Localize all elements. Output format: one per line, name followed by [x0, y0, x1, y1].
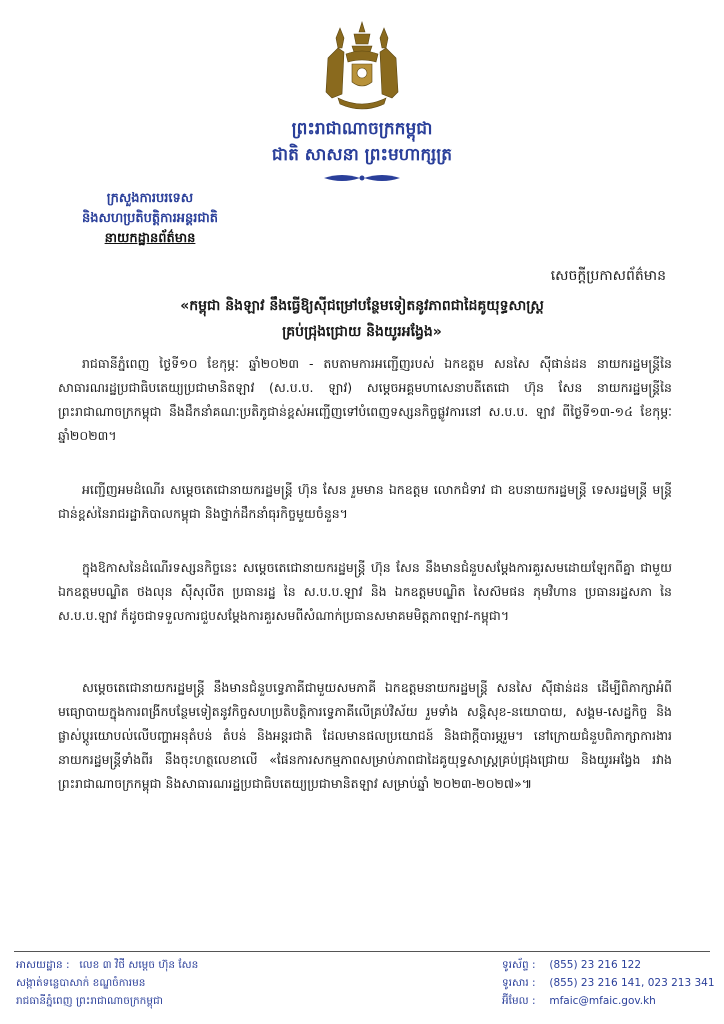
telephone-label: ទូរស័ព្ទ : [502, 959, 536, 971]
fax-value: (855) 23 216 141, 023 213 341 [549, 977, 715, 989]
national-motto: ជាតិ សាសនា ព្រះមហាក្សត្រ [271, 145, 453, 165]
department-name: នាយកដ្ឋានព័ត៌មាន [104, 231, 196, 246]
paragraph-3: ក្នុងឱកាសនៃដំណើរទស្សនកិច្ចនេះ សម្តេចតេជោនាយករដ្ឋមន្ត្រី ហ៊ុន សែន នឹងមានជំនួបសម្តែងការគួរសមដោយឡែកពីគ្នា ជាមួយ ឯកឧត្តមបណ្ឌិត ថងលុន ស៊ីសុលីត ប្រធានរដ្ឋ នៃ ស.ប.ប.ឡាវ និង ឯកឧត្តមបណ្ឌិត សៃស៊មផន ភុមវិហាន ប្រធានរដ្ឋសភា នៃ ស.ប.ប.ឡាវ ក៏ដូចជាទទួលការជួបសម្តែងការគួរសមពីសំណាក់ប្រធានសមាគមមិត្តភាពឡាវ-កម្ពុជា។ [58, 560, 672, 623]
fax-label: ទូរសារ : [502, 977, 536, 989]
royal-coat-of-arms-icon [318, 18, 406, 112]
document-type: សេចក្តីប្រកាសព័ត៌មាន [550, 268, 666, 284]
ministry-name-line1: ក្រសួងការបរទេស [106, 191, 194, 206]
footer-email [502, 992, 656, 1010]
email-value: mfaic@mfaic.gov.kh [549, 995, 656, 1007]
footer-fax [502, 974, 715, 992]
paragraph-1: រាជធានីភ្នំពេញ ថ្ងៃទី១០ ខែកុម្ភៈ ឆ្នាំ២០២៣ - តបតាមការអញ្ជើញរបស់ ឯកឧត្តម សនសៃ ស៊ីផាន់ដន នាយករដ្ឋមន្ត្រីនៃសាធារណរដ្ឋប្រជាធិបតេយ្យប្រជាមានិតឡាវ (ស.ប.ប. ឡាវ) សម្តេចអគ្គមហាសេនាបតីតេជោ ហ៊ុន សែន នាយករដ្ឋមន្ត្រីនៃព្រះរាជាណាចក្រកម្ពុជា នឹងដឹកនាំគណៈប្រតិភូជាន់ខ្ពស់អញ្ជើញទៅបំពេញទស្សនកិច្ចផ្លូវការនៅ ស.ប.ប. ឡាវ ពីថ្ងៃទី១៣-១៤ ខែកុម្ភៈ ឆ្នាំ២០២៣។ [58, 356, 672, 443]
decorative-divider-icon [322, 172, 402, 184]
paragraph-2: អញ្ជើញអមដំណើរ សម្តេចតេជោនាយករដ្ឋមន្ត្រី ហ៊ុន សែន រួមមាន ឯកឧត្តម លោកជំទាវ ជា ឧបនាយករដ្ឋមន្ត្រី ទេសរដ្ឋមន្ត្រី មន្ត្រីជាន់ខ្ពស់នៃរាជរដ្ឋាភិបាលកម្ពុជា និងថ្នាក់ដឹកនាំធុរកិច្ចមួយចំនួន។ [58, 482, 672, 521]
document-title-line2: គ្រប់ជ្រុងជ្រោយ និងយូរអង្វែង» [282, 324, 442, 340]
footer-address [16, 956, 198, 974]
address-value: លេខ ៣ វិថី សម្តេច ហ៊ុន សែន [79, 959, 199, 971]
footer-telephone [502, 956, 641, 974]
footer-address-line3: រាជធានីភ្នំពេញ ព្រះរាជាណាចក្រកម្ពុជា [16, 995, 163, 1007]
paragraph-4: សម្តេចតេជោនាយករដ្ឋមន្ត្រី នឹងមានជំនួបទ្វេភាគីជាមួយសមភាគី ឯកឧត្តមនាយករដ្ឋមន្ត្រី សនសៃ ស៊ីផាន់ដន ដើម្បីពិភាក្សាអំពីមធ្យោបាយក្នុងការពង្រីកបន្ថែមទៀតនូវកិច្ចសហប្រតិបត្តិការទ្វេភាគីលើគ្រប់វិស័យ រួមទាំង សន្តិសុខ-នយោបាយ, សង្គម-សេដ្ឋកិច្ច និងផ្លាស់ប្តូរយោបល់លើបញ្ហាអនុតំបន់ តំបន់ និងអន្តរជាតិ ដែលមានផលប្រយោជន៍ និងជាក្តីបារម្ភរួម។ នៅក្រោយជំនួបពិភាក្សាការងារ នាយករដ្ឋមន្ត្រីទាំងពីរ នឹងចុះហត្ថលេខាលើ «ផែនការសកម្មភាពសម្រាប់ភាពជាដៃគូយុទ្ធសាស្ត្រគ្រប់ជ្រុងជ្រោយ និងយូរអង្វែង រវាងព្រះរាជាណាចក្រកម្ពុជា និងសាធារណរដ្ឋប្រជាធិបតេយ្យប្រជាមានិតឡាវ សម្រាប់ឆ្នាំ ២០២៣-២០២៧»៕ [58, 680, 672, 791]
document-title-line1: «កម្ពុជា និងឡាវ នឹងធ្វើឱ្យស៊ីជម្រៅបន្ថែមទៀតនូវភាពជាដៃគូយុទ្ធសាស្ត្រ [180, 298, 544, 314]
address-label: អាសយដ្ឋាន : [16, 959, 70, 971]
ministry-name-line2: និងសហប្រតិបត្តិការអន្តរជាតិ [82, 211, 218, 226]
telephone-value: (855) 23 216 122 [549, 959, 642, 971]
footer-divider [14, 951, 710, 952]
email-label: អ៊ីមែល : [502, 995, 536, 1007]
kingdom-name: ព្រះរាជាណាចក្រកម្ពុជា [291, 119, 433, 139]
footer-address-line2: សង្កាត់ទន្លេបាសាក់ ខណ្ឌចំការមន [16, 977, 146, 989]
